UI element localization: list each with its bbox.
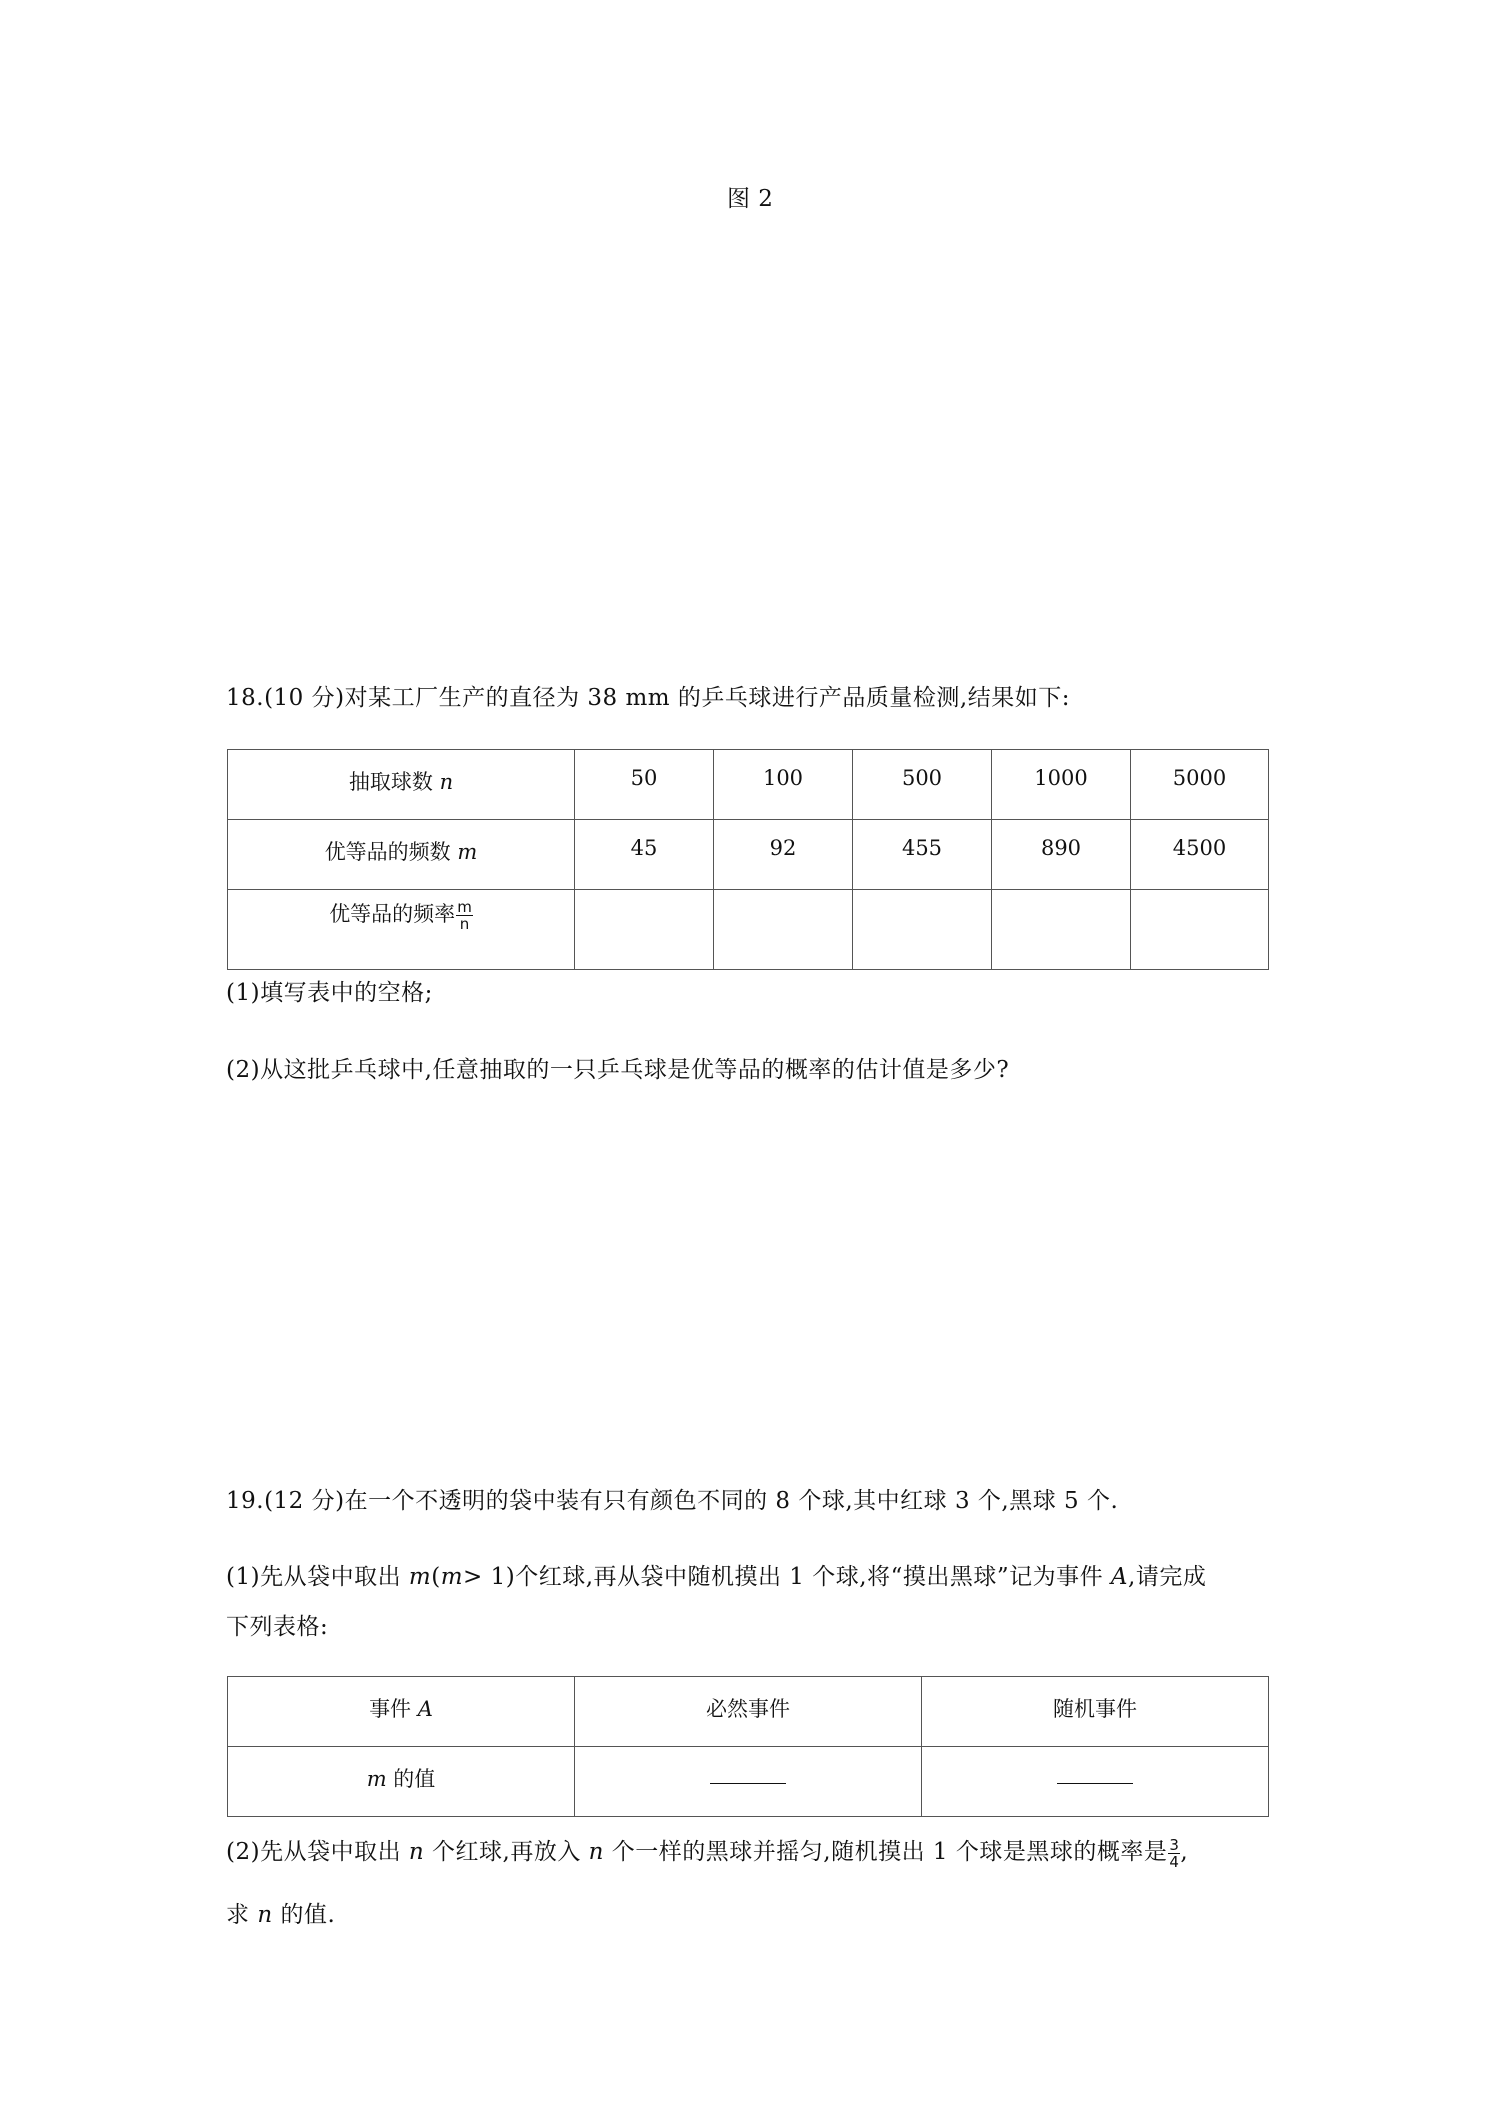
q18-part1: (1)填写表中的空格;	[226, 980, 433, 1006]
q18-row2-label-cell	[228, 820, 575, 890]
q19-part1-line1: (1)先从袋中取出 m(m> 1)个红球,再从袋中随机摸出 1 个球,将“摸出黑球”记为事件 A,请完成	[226, 1564, 1207, 1590]
q18-cell: 50	[575, 750, 714, 820]
q18-cell: 890	[992, 820, 1131, 890]
q18-row1-label: 抽取球数	[348, 770, 440, 794]
q18-cell: 92	[714, 820, 853, 890]
q18-blank-cell	[992, 890, 1131, 970]
q19-m-value-label: m 的值	[228, 1747, 575, 1817]
q18-part2: (2)从这批乒乓球中,任意抽取的一只乒乓球是优等品的概率的估计值是多少?	[226, 1057, 1010, 1083]
q19-part1-line2: 下列表格:	[226, 1614, 329, 1640]
q18-row3-label: 优等品的频率	[329, 902, 456, 926]
q18-blank-cell	[575, 890, 714, 970]
q19-blank-certain	[575, 1747, 922, 1817]
q18-cell: 5000	[1131, 750, 1269, 820]
figure-caption: 图 2	[727, 186, 774, 212]
q19-header-event: 事件 A	[228, 1677, 575, 1747]
q18-row3-label-cell	[228, 890, 575, 970]
q19-part2-line1: (2)先从袋中取出 n 个红球,再放入 n 个一样的黑球并摇匀,随机摸出 1 个球是黑球的概率是 $\frac{3}{4}$ ,	[226, 1835, 1189, 1871]
q18-fraction-m-over-n: $\frac{m}{n}$	[457, 898, 472, 933]
q19-header-random: 随机事件	[922, 1677, 1269, 1747]
q19-row-event	[228, 1677, 1269, 1747]
q18-row-excellent-frequency	[228, 890, 1269, 970]
q19-part2-line2: 求 n 的值.	[226, 1902, 336, 1928]
q19-stem: 19.(12 分)在一个不透明的袋中装有只有颜色不同的 8 个球,其中红球 3 个,黑球 5 个.	[226, 1488, 1119, 1514]
answer-blank	[710, 1763, 786, 1784]
q18-cell: 455	[853, 820, 992, 890]
q18-frequency-table	[227, 749, 1269, 970]
q18-cell: 4500	[1131, 820, 1269, 890]
q19-fraction-three-quarters: $\frac{3}{4}$	[1169, 1835, 1180, 1871]
q18-row1-var: n	[439, 770, 454, 794]
q18-cell: 1000	[992, 750, 1131, 820]
q18-row2-label: 优等品的频数	[324, 840, 458, 864]
q19-row-m-value	[228, 1747, 1269, 1817]
q18-cell: 500	[853, 750, 992, 820]
q18-blank-cell	[714, 890, 853, 970]
answer-blank	[1057, 1763, 1133, 1784]
q18-row-sample-count	[228, 750, 1269, 820]
q18-cell: 45	[575, 820, 714, 890]
q18-cell: 100	[714, 750, 853, 820]
q19-blank-random	[922, 1747, 1269, 1817]
q19-header-certain: 必然事件	[575, 1677, 922, 1747]
q18-row2-var: m	[457, 840, 478, 864]
q18-blank-cell	[853, 890, 992, 970]
q19-event-table	[227, 1676, 1269, 1817]
q18-blank-cell	[1131, 890, 1269, 970]
q18-row1-label-cell	[228, 750, 575, 820]
q18-row-excellent-count	[228, 820, 1269, 890]
q18-stem: 18.(10 分)对某工厂生产的直径为 38 mm 的乒乓球进行产品质量检测,结果如下:	[226, 685, 1070, 711]
